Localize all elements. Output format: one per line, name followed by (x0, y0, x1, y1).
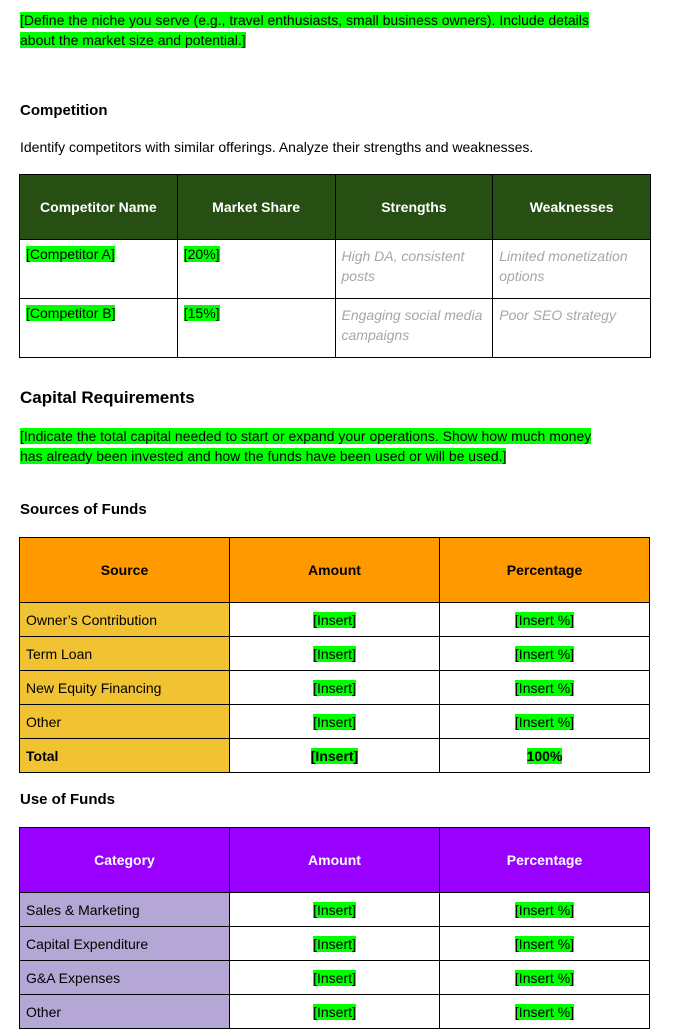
table-row (20, 240, 651, 299)
percentage-cell: [Insert %] (440, 705, 650, 739)
percentage-cell: [Insert %] (440, 927, 650, 961)
competition-heading: Competition (20, 102, 108, 119)
table-row (20, 299, 651, 358)
amount-cell: [Insert] (230, 995, 440, 1029)
amount-cell: [Insert] (230, 637, 440, 671)
category-label: Capital Expenditure (20, 927, 230, 961)
total-amount-cell: [Insert] (230, 739, 440, 773)
total-row (20, 739, 650, 773)
total-label: Total (20, 739, 230, 773)
market-share-cell: [20%] (177, 240, 335, 299)
header-competitor-name: Competitor Name (20, 175, 178, 240)
percentage-cell: [Insert %] (440, 603, 650, 637)
header-strengths: Strengths (335, 175, 493, 240)
competition-table (19, 174, 651, 358)
percentage-cell: [Insert %] (440, 671, 650, 705)
source-label: Term Loan (20, 637, 230, 671)
strengths-cell: Engaging social media campaigns (335, 299, 493, 358)
sources-table (19, 537, 650, 773)
amount-cell: [Insert] (230, 603, 440, 637)
table-header-row (20, 538, 650, 603)
header-weaknesses: Weaknesses (493, 175, 651, 240)
amount-cell: [Insert] (230, 961, 440, 995)
percentage-cell: [Insert %] (440, 637, 650, 671)
table-row (20, 603, 650, 637)
header-source: Source (20, 538, 230, 603)
amount-cell: [Insert] (230, 671, 440, 705)
competitor-name-cell: [Competitor A] (20, 240, 178, 299)
category-label: Sales & Marketing (20, 893, 230, 927)
competitor-name-cell: [Competitor B] (20, 299, 178, 358)
amount-cell: [Insert] (230, 927, 440, 961)
strengths-cell: High DA, consistent posts (335, 240, 493, 299)
sources-heading: Sources of Funds (20, 501, 147, 518)
category-label: G&A Expenses (20, 961, 230, 995)
weaknesses-cell: Limited monetization options (493, 240, 651, 299)
table-row (20, 927, 650, 961)
header-amount: Amount (230, 538, 440, 603)
total-percentage-cell: 100% (440, 739, 650, 773)
source-label: Owner’s Contribution (20, 603, 230, 637)
table-header-row (20, 175, 651, 240)
table-header-row (20, 828, 650, 893)
table-row (20, 995, 650, 1029)
table-row (20, 961, 650, 995)
header-market-share: Market Share (177, 175, 335, 240)
source-label: Other (20, 705, 230, 739)
market-share-cell: [15%] (177, 299, 335, 358)
amount-cell: [Insert] (230, 893, 440, 927)
table-row (20, 637, 650, 671)
competition-description: Identify competitors with similar offerings. Analyze their strengths and weaknesses. (20, 139, 534, 155)
intro-paragraph: [Define the niche you serve (e.g., travel enthusiasts, small business owners). Include details about the market size and potential.] (20, 12, 589, 48)
percentage-cell: [Insert %] (440, 961, 650, 995)
header-percentage: Percentage (440, 828, 650, 893)
table-row (20, 893, 650, 927)
amount-cell: [Insert] (230, 705, 440, 739)
uses-heading: Use of Funds (20, 791, 116, 808)
capital-heading: Capital Requirements (20, 388, 195, 407)
capital-description: [Indicate the total capital needed to start or expand your operations. Show how much money has already been invested and how the funds have been used or will be used.] (20, 428, 592, 464)
table-row (20, 671, 650, 705)
header-percentage: Percentage (440, 538, 650, 603)
table-row (20, 705, 650, 739)
percentage-cell: [Insert %] (440, 995, 650, 1029)
header-category: Category (20, 828, 230, 893)
header-amount: Amount (230, 828, 440, 893)
category-label: Other (20, 995, 230, 1029)
percentage-cell: [Insert %] (440, 893, 650, 927)
uses-table (19, 827, 650, 1029)
weaknesses-cell: Poor SEO strategy (493, 299, 651, 358)
source-label: New Equity Financing (20, 671, 230, 705)
